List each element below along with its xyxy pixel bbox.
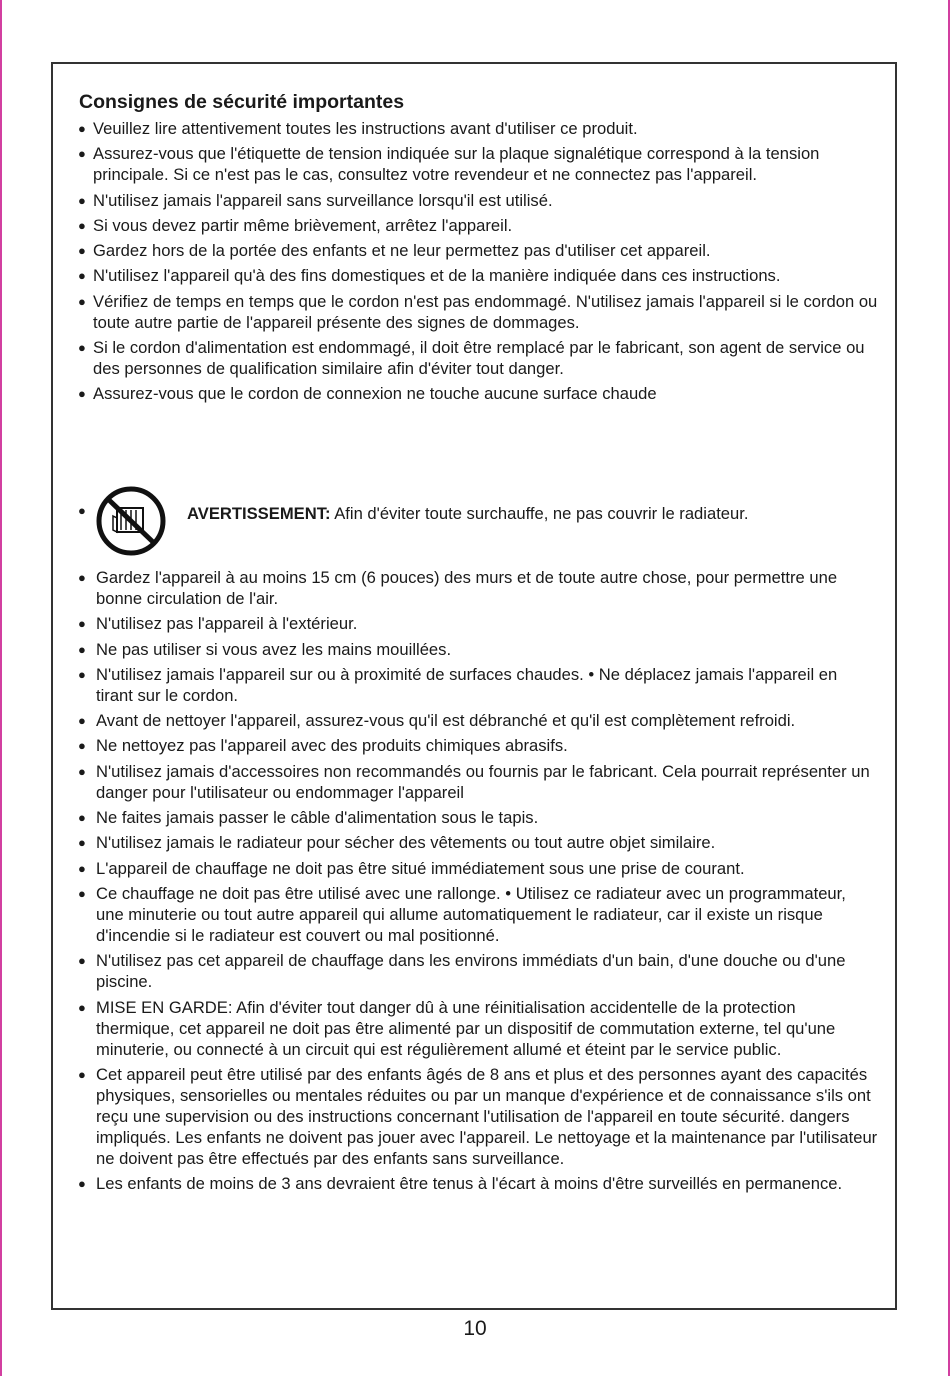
- list-item-text: Vérifiez de temps en temps que le cordon n'est pas endommagé. N'utilisez jamais l'appareil si le cordon ou toute autre partie de l'appareil présente des signes de dommages.: [93, 291, 878, 332]
- page-number: 10: [463, 1317, 487, 1340]
- list-item: [78, 567, 878, 609]
- warning-bullet: ●: [78, 503, 86, 518]
- list-item-text: Cet appareil peut être utilisé par des enfants âgés de 8 ans et plus et des personnes ayant des capacités physiques, sensorielles ou mentales réduites ou par un manque d'expérience et de connaissance s'ils ont reçu une supervision ou des instructions concernant l'utilisation de l'appareil en toute sécurité. dangers impliqués. Les enfants ne doivent pas jouer avec l'appareil. Le nettoyage et la maintenance par l'utilisateur ne doivent pas être effectués par des enfants sans surveillance.: [96, 1064, 878, 1168]
- list-item: [78, 215, 878, 236]
- list-item: [78, 383, 878, 404]
- list-item-text: MISE EN GARDE: Afin d'éviter tout danger dû à une réinitialisation accidentelle de la protection thermique, cet appareil ne doit pas être alimenté par un dispositif de commutation externe, tel qu'une minuterie, ou connecté à un circuit qui est régulièrement allumé et éteint par le service public.: [96, 997, 836, 1059]
- list-item: [78, 761, 878, 803]
- bullet-icon: ●: [78, 1176, 86, 1192]
- list-item: [78, 265, 878, 286]
- list-item-text: Ne nettoyez pas l'appareil avec des produits chimiques abrasifs.: [96, 736, 568, 756]
- list-item-text: Avant de nettoyer l'appareil, assurez-vous qu'il est débranché et qu'il est complètement refroidi.: [96, 711, 796, 731]
- list-item-text: Gardez l'appareil à au moins 15 cm (6 pouces) des murs et de toute autre chose, pour permettre une bonne circulation de l'air.: [96, 568, 838, 608]
- bullet-icon: ●: [78, 641, 86, 657]
- list-item: [78, 639, 878, 660]
- bullet-icon: ●: [78, 763, 86, 779]
- bullet-icon: ●: [78, 243, 86, 259]
- list-item: [78, 664, 878, 706]
- list-item: [78, 143, 878, 185]
- page-edge-left: [0, 0, 2, 1376]
- warning-message: Afin d'éviter toute surchauffe, ne pas couvrir le radiateur.: [330, 504, 749, 523]
- bullet-icon: ●: [78, 810, 86, 826]
- bullet-icon: ●: [78, 570, 86, 585]
- list-item-text: N'utilisez jamais l'appareil sur ou à proximité de surfaces chaudes. • Ne déplacez jamais l'appareil en tirant sur le cordon.: [96, 664, 838, 705]
- list-item-text: Assurez-vous que l'étiquette de tension indiquée sur la plaque signalétique correspond à la tension principale. Si ce n'est pas le cas, consultez votre revendeur et ne connectez pas l'appareil.: [93, 144, 820, 185]
- bullet-icon: ●: [78, 738, 86, 754]
- bullet-icon: ●: [78, 293, 86, 309]
- bullet-icon: ●: [78, 146, 86, 162]
- list-item: [78, 613, 878, 634]
- bullet-icon: ●: [78, 340, 86, 356]
- page-title: Consignes de sécurité importantes: [79, 91, 405, 113]
- warning-text: [187, 503, 748, 524]
- list-item-text: Ce chauffage ne doit pas être utilisé avec une rallonge. • Utilisez ce radiateur avec un programmateur, une minuterie ou tout autre appareil qui allume automatiquement le radiateur, car il existe un risque d'incendie si le radiateur est couvert ou mal positionné.: [96, 883, 846, 945]
- bullet-icon: ●: [78, 1066, 86, 1082]
- bullet-icon: ●: [78, 666, 86, 682]
- bullet-icon: ●: [78, 860, 86, 876]
- list-item-text: Si vous devez partir même brièvement, arrêtez l'appareil.: [93, 215, 513, 235]
- bullet-icon: ●: [78, 835, 86, 851]
- list-item: [78, 858, 878, 879]
- list-item-text: N'utilisez jamais le radiateur pour sécher des vêtements ou tout autre objet similaire.: [96, 833, 716, 853]
- bullet-icon: ●: [78, 953, 86, 969]
- list-item-text: Ne pas utiliser si vous avez les mains mouillées.: [96, 639, 452, 659]
- list-item-text: Si le cordon d'alimentation est endommagé, il doit être remplacé par le fabricant, son agent de service ou des personnes de qualification similaire afin d'éviter tout danger.: [93, 338, 865, 379]
- list-item: [78, 1064, 878, 1169]
- list-item-text: Assurez-vous que le cordon de connexion ne touche aucune surface chaude: [93, 384, 657, 404]
- list-item: [78, 710, 878, 731]
- warning-row: [78, 484, 878, 556]
- list-item-text: N'utilisez pas l'appareil à l'extérieur.: [96, 614, 358, 634]
- do-not-cover-icon: [93, 484, 169, 558]
- bullet-icon: ●: [78, 121, 86, 136]
- bullet-icon: ●: [78, 999, 86, 1015]
- list-item: [78, 240, 878, 261]
- list-item: [78, 807, 878, 828]
- list-item: [78, 997, 878, 1060]
- bullet-icon: ●: [78, 217, 86, 233]
- list-item-text: Les enfants de moins de 3 ans devraient être tenus à l'écart à moins d'être surveillés en permanence.: [96, 1174, 843, 1194]
- list-item-text: N'utilisez jamais d'accessoires non recommandés ou fournis par le fabricant. Cela pourrait représenter un danger pour l'utilisateur ou endommager l'appareil: [96, 761, 870, 802]
- list-item: [78, 832, 878, 853]
- list-item: [78, 118, 878, 139]
- bullet-icon: ●: [78, 616, 86, 632]
- list-item-text: Gardez hors de la portée des enfants et ne leur permettez pas d'utiliser cet appareil.: [93, 241, 711, 261]
- list-item: [78, 1173, 878, 1194]
- warning-label: AVERTISSEMENT:: [187, 504, 331, 523]
- list-item-text: Ne faites jamais passer le câble d'alimentation sous le tapis.: [96, 808, 539, 828]
- bullet-icon: ●: [78, 192, 86, 208]
- bullet-icon: ●: [78, 885, 86, 901]
- bullet-icon: ●: [78, 713, 86, 729]
- bullet-icon: ●: [78, 386, 86, 402]
- bullet-icon: ●: [78, 268, 86, 284]
- list-item-text: Veuillez lire attentivement toutes les instructions avant d'utiliser ce produit.: [93, 119, 638, 138]
- list-item: [78, 337, 878, 379]
- safety-list-bottom: [78, 567, 878, 1198]
- list-item: [78, 883, 878, 946]
- list-item: [78, 735, 878, 756]
- list-item: [78, 950, 878, 992]
- list-item-text: N'utilisez pas cet appareil de chauffage dans les environs immédiats d'un bain, d'une douche ou d'une piscine.: [96, 951, 846, 992]
- list-item-text: L'appareil de chauffage ne doit pas être situé immédiatement sous une prise de courant.: [96, 858, 745, 878]
- safety-list-top: [78, 118, 878, 409]
- list-item: [78, 291, 878, 333]
- list-item-text: N'utilisez jamais l'appareil sans surveillance lorsqu'il est utilisé.: [93, 190, 553, 210]
- list-item-text: N'utilisez l'appareil qu'à des fins domestiques et de la manière indiquée dans ces instructions.: [93, 266, 781, 286]
- list-item: [78, 190, 878, 211]
